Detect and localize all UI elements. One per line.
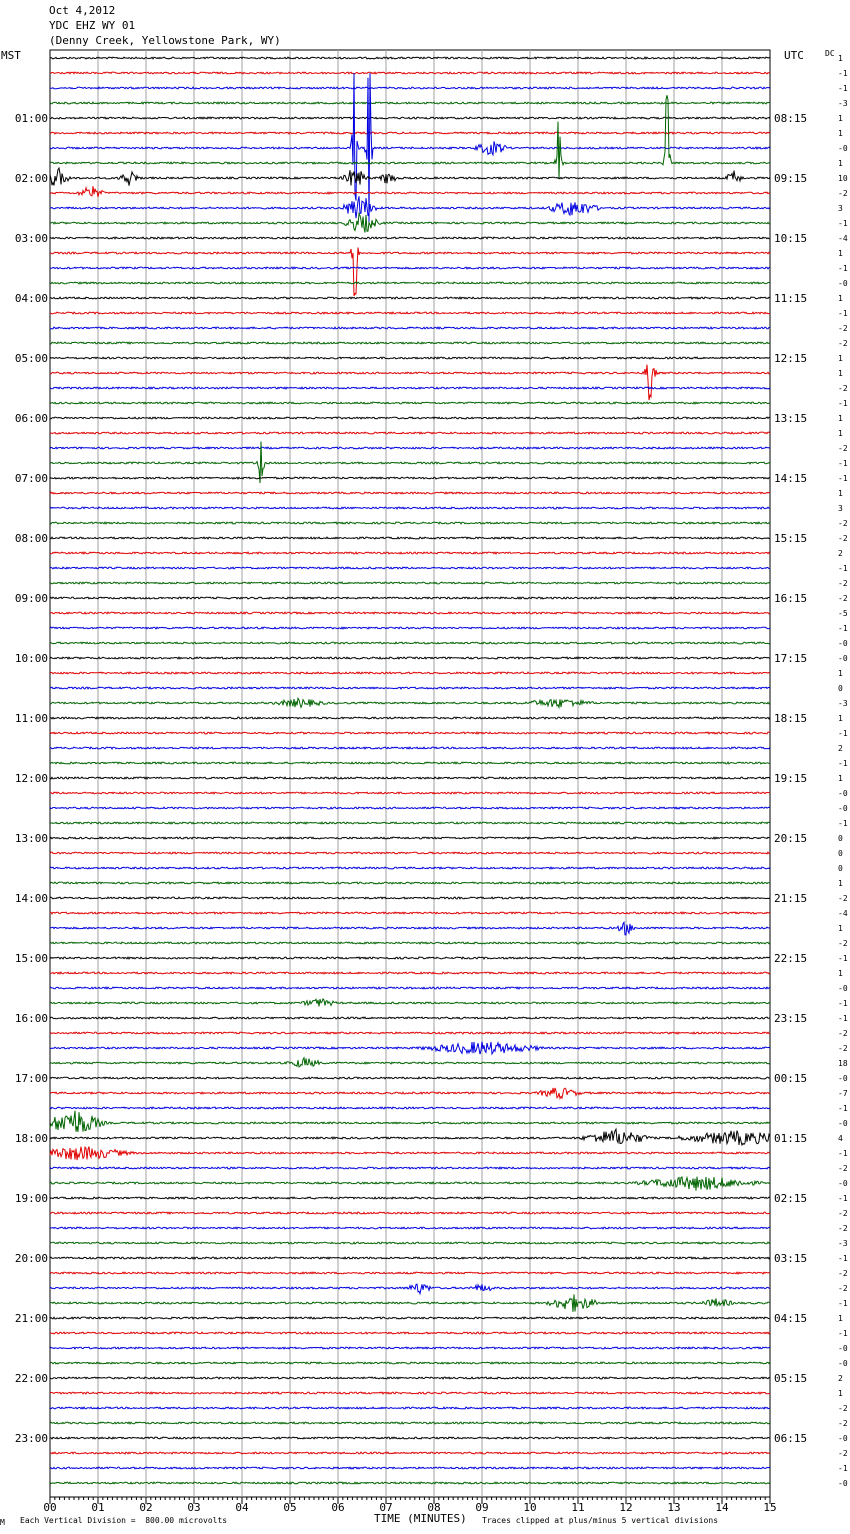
seismic-trace	[50, 1272, 770, 1274]
scale-note: Each Vertical Division = 800.00 microvolts	[20, 1516, 228, 1525]
right-timezone-label: UTC	[784, 49, 804, 62]
seismic-trace	[50, 365, 770, 401]
seismic-trace	[50, 507, 770, 509]
dc-offset-label: -2	[838, 444, 848, 453]
x-tick-label: 15	[763, 1501, 777, 1514]
seismic-trace	[50, 87, 770, 89]
dc-offset-label: -1	[838, 759, 848, 768]
seismic-trace	[50, 447, 770, 449]
clip-note: Traces clipped at plus/minus 5 vertical divisions	[482, 1516, 719, 1525]
left-hour-label: 06:00	[14, 412, 48, 425]
x-tick-label: 11	[571, 1501, 585, 1514]
seismic-trace	[50, 822, 770, 824]
dc-offset-label: -1	[838, 1254, 848, 1263]
seismic-trace	[50, 537, 770, 539]
dc-offset-label: 1	[838, 354, 843, 363]
seismic-trace	[50, 117, 770, 119]
seismic-trace	[50, 777, 770, 779]
dc-offset-label: 18	[838, 1059, 848, 1068]
seismic-trace	[50, 972, 770, 974]
plot-date: Oct 4,2012	[49, 4, 116, 17]
seismic-trace	[50, 327, 770, 329]
dc-offset-label: -0	[838, 1119, 848, 1128]
dc-offset-label: 0	[838, 849, 843, 858]
dc-offset-label: 1	[838, 429, 843, 438]
station-location: (Denny Creek, Yellowstone Park, WY)	[49, 34, 281, 47]
dc-offset-label: -0	[838, 279, 848, 288]
right-hour-label: 14:15	[774, 472, 808, 485]
dc-offset-label: -1	[838, 399, 848, 408]
seismic-trace	[50, 1362, 770, 1364]
seismic-trace	[50, 732, 770, 734]
dc-offset-label: -2	[838, 1209, 848, 1218]
dc-offset-label: 2	[838, 744, 843, 753]
dc-offset-label: 3	[838, 504, 843, 513]
left-hour-label: 13:00	[14, 832, 48, 845]
dc-offset-label: -0	[838, 1179, 848, 1188]
seismic-trace	[50, 698, 770, 707]
seismic-trace	[50, 95, 770, 179]
dc-offset-label: 0	[838, 864, 843, 873]
dc-offset-label: -2	[838, 579, 848, 588]
dc-offset-label: 2	[838, 1374, 843, 1383]
x-tick-label: 14	[715, 1501, 729, 1514]
corner-mark: M	[0, 1518, 5, 1527]
right-hour-label: 08:15	[774, 112, 808, 125]
dc-offset-label: -2	[838, 1224, 848, 1233]
seismic-trace	[50, 1347, 770, 1349]
dc-offset-label: -2	[838, 594, 848, 603]
seismic-trace	[50, 1107, 770, 1109]
dc-offset-label: -1	[838, 219, 848, 228]
dc-offset-label: -1	[838, 954, 848, 963]
dc-offset-label: 1	[838, 129, 843, 138]
seismic-trace	[50, 267, 770, 269]
seismic-trace	[50, 1332, 770, 1334]
left-hour-label: 12:00	[14, 772, 48, 785]
x-tick-label: 10	[523, 1501, 537, 1514]
seismic-trace	[50, 1437, 770, 1439]
dc-offset-label: -1	[838, 729, 848, 738]
seismic-trace	[50, 1212, 770, 1214]
dc-offset-label: -1	[838, 1104, 848, 1113]
seismic-trace	[50, 297, 770, 299]
right-hour-label: 21:15	[774, 892, 808, 905]
seismic-trace	[50, 102, 770, 104]
right-hour-label: 15:15	[774, 532, 808, 545]
seismic-trace	[50, 73, 770, 223]
dc-offset-label: -2	[838, 1044, 848, 1053]
seismic-trace	[50, 1317, 770, 1319]
dc-offset-label: 1	[838, 414, 843, 423]
seismic-trace	[50, 627, 770, 629]
dc-offset-label: -3	[838, 1239, 848, 1248]
x-tick-label: 12	[619, 1501, 633, 1514]
dc-offset-label: 1	[838, 924, 843, 933]
dc-offset-label: 4	[838, 1134, 843, 1143]
left-hour-label: 11:00	[14, 712, 48, 725]
dc-offset-label: -0	[838, 1344, 848, 1353]
dc-offset-label: -5	[838, 609, 848, 618]
dc-offset-label: 1	[838, 879, 843, 888]
dc-offset-label: -2	[838, 384, 848, 393]
seismic-trace	[50, 132, 770, 134]
dc-offset-label: 10	[838, 174, 848, 183]
x-tick-label: 04	[235, 1501, 249, 1514]
left-hour-label: 14:00	[14, 892, 48, 905]
right-hour-label: 06:15	[774, 1432, 808, 1445]
dc-offset-label: -2	[838, 1269, 848, 1278]
seismic-trace	[50, 357, 770, 359]
x-tick-label: 08	[427, 1501, 441, 1514]
right-hour-label: 00:15	[774, 1072, 808, 1085]
seismic-trace	[50, 402, 770, 404]
seismic-trace	[50, 417, 770, 419]
dc-offset-label: -4	[838, 909, 848, 918]
dc-offset-label: 1	[838, 369, 843, 378]
dc-offset-label: 1	[838, 669, 843, 678]
left-hour-label: 09:00	[14, 592, 48, 605]
right-hour-label: 13:15	[774, 412, 808, 425]
seismic-trace	[50, 807, 770, 809]
dc-offset-label: 0	[838, 684, 843, 693]
seismic-trace	[50, 1167, 770, 1169]
dc-offset-label: -1	[838, 819, 848, 828]
dc-offset-label: -2	[838, 939, 848, 948]
seismic-trace	[50, 567, 770, 569]
seismic-trace	[50, 168, 770, 186]
left-hour-label: 21:00	[14, 1312, 48, 1325]
right-hour-label: 11:15	[774, 292, 808, 305]
seismic-trace	[50, 1147, 770, 1161]
seismic-trace	[50, 1077, 770, 1079]
dc-offset-label: -1	[838, 1014, 848, 1023]
dc-offset-label: 3	[838, 204, 843, 213]
seismic-trace	[50, 987, 770, 989]
left-hour-label: 15:00	[14, 952, 48, 965]
left-hour-label: 19:00	[14, 1192, 48, 1205]
left-hour-label: 10:00	[14, 652, 48, 665]
left-hour-label: 02:00	[14, 172, 48, 185]
right-hour-label: 16:15	[774, 592, 808, 605]
dc-offset-label: -1	[838, 69, 848, 78]
seismic-trace	[50, 1129, 770, 1145]
seismic-trace	[50, 642, 770, 644]
x-axis-label: TIME (MINUTES)	[374, 1512, 467, 1525]
right-hour-label: 03:15	[774, 1252, 808, 1265]
right-hour-label: 18:15	[774, 712, 808, 725]
x-tick-label: 09	[475, 1501, 489, 1514]
dc-offset-label: 1	[838, 1389, 843, 1398]
seismic-trace	[50, 792, 770, 794]
seismic-trace	[50, 312, 770, 314]
seismic-trace	[50, 387, 770, 389]
x-tick-label: 02	[139, 1501, 153, 1514]
dc-offset-label: -1	[838, 999, 848, 1008]
right-hour-label: 01:15	[774, 1132, 808, 1145]
left-hour-label: 23:00	[14, 1432, 48, 1445]
seismic-trace	[50, 687, 770, 689]
dc-offset-label: -1	[838, 84, 848, 93]
dc-offset-label: -1	[838, 459, 848, 468]
dc-offset-label: -1	[838, 1149, 848, 1158]
dc-offset-label: -1	[838, 564, 848, 573]
seismic-trace	[50, 1242, 770, 1244]
dc-offset-label: -7	[838, 1089, 848, 1098]
dc-offset-label: -0	[838, 984, 848, 993]
right-hour-label: 23:15	[774, 1012, 808, 1025]
x-tick-label: 05	[283, 1501, 297, 1514]
dc-offset-label: -3	[838, 99, 848, 108]
dc-offset-label: 1	[838, 1314, 843, 1323]
dc-offset-label: -1	[838, 474, 848, 483]
seismic-trace	[50, 1177, 770, 1191]
seismic-trace	[50, 1227, 770, 1229]
seismic-trace	[50, 717, 770, 719]
dc-offset-label: -0	[838, 144, 848, 153]
seismic-trace	[50, 999, 770, 1007]
seismic-trace	[50, 612, 770, 614]
right-hour-label: 05:15	[774, 1372, 808, 1385]
seismic-trace	[50, 214, 770, 233]
right-hour-label: 09:15	[774, 172, 808, 185]
seismic-trace	[50, 342, 770, 344]
x-tick-label: 03	[187, 1501, 201, 1514]
dc-offset-label: 1	[838, 159, 843, 168]
dc-offset-label: -0	[838, 804, 848, 813]
right-hour-label: 02:15	[774, 1192, 808, 1205]
seismic-trace	[50, 1392, 770, 1394]
seismic-trace	[50, 1017, 770, 1019]
seismic-trace	[50, 522, 770, 524]
x-tick-label: 13	[667, 1501, 681, 1514]
dc-offset-label: -2	[838, 1284, 848, 1293]
left-hour-label: 03:00	[14, 232, 48, 245]
seismic-trace	[50, 582, 770, 584]
seismic-trace	[50, 657, 770, 659]
seismic-trace	[50, 942, 770, 944]
seismic-trace	[50, 1032, 770, 1034]
dc-offset-label: -0	[838, 1479, 848, 1488]
dc-offset-label: -2	[838, 534, 848, 543]
dc-offset-label: -2	[838, 1449, 848, 1458]
dc-offset-label: -2	[838, 1164, 848, 1173]
seismic-trace	[50, 248, 770, 296]
dc-offset-label: -1	[838, 1299, 848, 1308]
dc-offset-label: -1	[838, 1194, 848, 1203]
seismic-trace	[50, 477, 770, 479]
left-hour-label: 07:00	[14, 472, 48, 485]
plot-frame	[50, 50, 770, 1497]
dc-offset-label: 1	[838, 714, 843, 723]
seismic-trace	[50, 597, 770, 599]
dc-offset-label: 1	[838, 774, 843, 783]
dc-offset-label: -2	[838, 189, 848, 198]
seismic-trace	[50, 957, 770, 959]
left-hour-label: 01:00	[14, 112, 48, 125]
station-code: YDC EHZ WY 01	[49, 19, 136, 32]
seismic-trace	[50, 1088, 770, 1099]
seismic-trace	[50, 852, 770, 854]
seismic-trace	[50, 72, 770, 74]
dc-offset-label: 1	[838, 114, 843, 123]
seismic-trace	[50, 1377, 770, 1379]
right-hour-label: 10:15	[774, 232, 808, 245]
seismic-trace	[50, 1042, 770, 1055]
left-hour-label: 08:00	[14, 532, 48, 545]
seismic-trace	[50, 1422, 770, 1424]
left-hour-label: 22:00	[14, 1372, 48, 1385]
right-hour-label: 04:15	[774, 1312, 808, 1325]
seismic-trace	[50, 897, 770, 899]
seismic-trace	[50, 1407, 770, 1409]
right-hour-label: 12:15	[774, 352, 808, 365]
dc-offset-label: 1	[838, 294, 843, 303]
dc-offset-label: -1	[838, 624, 848, 633]
dc-offset-label: -2	[838, 339, 848, 348]
dc-offset-label: -2	[838, 894, 848, 903]
dc-offset-label: 1	[838, 969, 843, 978]
left-hour-label: 20:00	[14, 1252, 48, 1265]
seismic-trace	[50, 1294, 770, 1311]
seismic-trace	[50, 912, 770, 914]
left-hour-label: 17:00	[14, 1072, 48, 1085]
dc-offset-label: -2	[838, 1029, 848, 1038]
seismic-trace	[50, 1284, 770, 1294]
seismic-trace	[50, 1482, 770, 1484]
seismic-trace	[50, 837, 770, 839]
dc-offset-label: 2	[838, 549, 843, 558]
seismic-trace	[50, 432, 770, 434]
dc-offset-label: -0	[838, 1434, 848, 1443]
seismic-trace	[50, 196, 770, 218]
left-hour-label: 04:00	[14, 292, 48, 305]
seismic-trace	[50, 1111, 770, 1132]
dc-offset-label: 0	[838, 834, 843, 843]
x-tick-label: 00	[43, 1501, 57, 1514]
dc-offset-label: -3	[838, 699, 848, 708]
seismic-trace	[50, 237, 770, 239]
dc-offset-label: 1	[838, 249, 843, 258]
dc-offset-label: -2	[838, 1419, 848, 1428]
dc-offset-label: -0	[838, 1074, 848, 1083]
dc-offset-label: -0	[838, 654, 848, 663]
left-hour-label: 05:00	[14, 352, 48, 365]
x-tick-label: 01	[91, 1501, 105, 1514]
dc-offset-label: -0	[838, 1359, 848, 1368]
seismic-trace	[50, 492, 770, 494]
x-tick-label: 07	[379, 1501, 393, 1514]
dc-offset-label: -2	[838, 324, 848, 333]
seismic-trace	[50, 1467, 770, 1469]
dc-offset-label: -0	[838, 639, 848, 648]
seismic-trace	[50, 552, 770, 554]
x-tick-label: 06	[331, 1501, 345, 1514]
left-hour-label: 18:00	[14, 1132, 48, 1145]
seismic-trace	[50, 672, 770, 674]
seismic-trace	[50, 1058, 770, 1067]
seismic-trace	[50, 867, 770, 869]
left-timezone-label: MST	[1, 49, 21, 62]
dc-offset-label: 1	[838, 489, 843, 498]
seismic-trace	[50, 922, 770, 935]
seismic-trace	[50, 57, 770, 59]
dc-offset-label: -2	[838, 519, 848, 528]
dc-label: DC	[825, 49, 835, 58]
left-hour-label: 16:00	[14, 1012, 48, 1025]
dc-offset-label: -2	[838, 1404, 848, 1413]
seismic-trace	[50, 186, 770, 197]
right-hour-label: 19:15	[774, 772, 808, 785]
seismic-trace	[50, 762, 770, 764]
dc-offset-label: -0	[838, 789, 848, 798]
seismic-trace	[50, 1197, 770, 1199]
dc-offset-label: 1	[838, 54, 843, 63]
dc-offset-label: -1	[838, 264, 848, 273]
seismic-trace	[50, 747, 770, 749]
right-hour-label: 22:15	[774, 952, 808, 965]
dc-offset-label: -1	[838, 1329, 848, 1338]
dc-offset-label: -4	[838, 234, 848, 243]
seismic-trace	[50, 882, 770, 884]
right-hour-label: 20:15	[774, 832, 808, 845]
dc-offset-label: -1	[838, 1464, 848, 1473]
right-hour-label: 17:15	[774, 652, 808, 665]
seismic-trace	[50, 1452, 770, 1454]
seismic-trace	[50, 1257, 770, 1259]
dc-offset-label: -1	[838, 309, 848, 318]
seismic-trace	[50, 282, 770, 284]
